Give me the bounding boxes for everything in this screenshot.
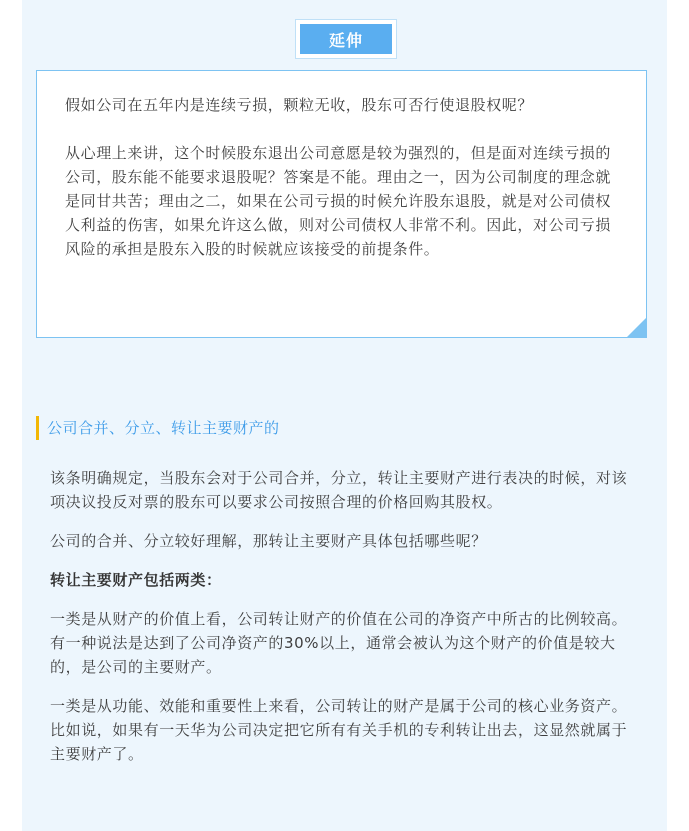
extension-tag (295, 19, 397, 59)
extension-tag-label: 延伸 (300, 24, 392, 54)
extension-question: 假如公司在五年内是连续亏损，颗粒无收，股东可否行使退股权呢？ (65, 96, 534, 114)
section-body (50, 466, 640, 781)
body-paragraph: 一类是从财产的价值上看，公司转让财产的价值在公司的净资产中所古的比例较高。有一种说法是达到了公司净资产的30%以上，通常会被认为这个财产的价值是较大的，是公司的主要财产。 (50, 610, 628, 676)
body-paragraph: 公司的合并、分立较好理解，那转让主要财产具体包括哪些呢？ (50, 532, 487, 550)
article-panel (22, 0, 667, 831)
extension-box (36, 70, 647, 338)
body-paragraph: 一类是从功能、效能和重要性上来看，公司转让的财产是属于公司的核心业务资产。比如说，如果有一天华为公司决定把它所有有关手机的专利转让出去，这显然就属于主要财产了。 (50, 697, 628, 763)
corner-fold-decoration (626, 317, 647, 338)
extension-answer: 从心理上来讲，这个时候股东退出公司意愿是较为强烈的，但是面对连续亏损的公司，股东能不能要求退股呢？答案是不能。理由之一，因为公司制度的理念就是同甘共苦；理由之二，如果在公司亏损的时候允许股东退股，就是对公司债权人利益的伤害，如果允许这么做，则对公司债权人非常不利。因此，对公司亏损风险的承担是股东入股的时候就应该接受的前提条件。 (65, 144, 612, 258)
body-paragraph: 该条明确规定，当股东会对于公司合并，分立，转让主要财产进行表决的时候，对该项决议投反对票的股东可以要求公司按照合理的价格回购其股权。 (50, 469, 628, 511)
body-subheading: 转让主要财产包括两类： (50, 571, 222, 589)
section-heading: 公司合并、分立、转让主要财产的 (36, 416, 280, 440)
